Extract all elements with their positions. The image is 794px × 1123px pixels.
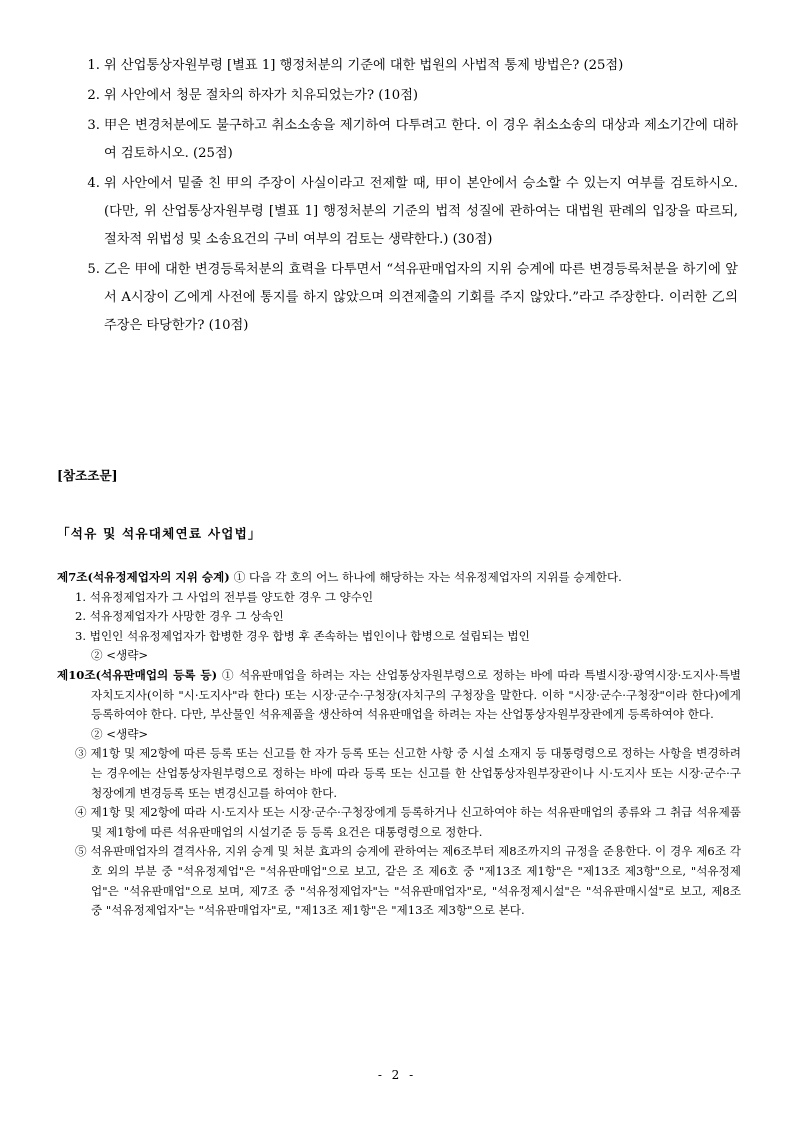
article-7-paragraph-marker: ① [233,570,246,584]
question-text: 위 사안에서 밑줄 친 甲의 주장이 사실이라고 전제할 때, 甲이 본안에서 승소할 수 있는지 여부를 검토하시오. (다만, 위 산업통상자원부령 [별표 1] 행정처분의 기준의 법적 성질에 관하여는 대법원 판례의 입장을 따르되, 절차적 위법성 및 소송요건의 구비 여부의 검토는 생략한다.) (30점) [104,176,738,247]
article-7 [57,568,741,666]
article-10-paragraph-marker: ① [221,667,235,682]
article-10-body: 석유판매업을 하려는 자는 산업통상자원부령으로 정하는 바에 따라 특별시장·광역시장·도지사·특별자치도지사(이하 "시·도지사"라 한다) 또는 시장·군수·구청장(자치구의 구청장을 말한다. 이하 "시장·군수·구청장"이라 한다)에게 등록하여야 한다. 다만, 부산물인 석유제품을 생산하여 석유판매업을 하려는 자는 산업통상자원부장관에게 등록하여야 한다. [91,667,741,722]
question-number: 3. [87,118,100,133]
page-number: - 2 - [377,1068,417,1082]
question-item [78,52,738,80]
question-number: 1. [87,58,100,73]
question-number: 4. [87,176,100,191]
question-item [78,82,738,110]
article-10-paragraph-1 [57,666,741,725]
article-7-item: 2. 석유정제업자가 사망한 경우 그 상속인 [75,609,284,624]
article-10-paragraph-3: ③ 제1항 및 제2항에 따른 등록 또는 신고를 한 자가 등록 또는 신고한 사항 중 시설 소재지 등 대통령령으로 정하는 사항을 변경하려는 경우에는 산업통상자원부령으로 정하는 바에 따라 등록 또는 신고를 한 산업통상자원부장관이나 시·도지사 또는 시장·군수·구청장에게 변경등록 또는 변경신고를 하여야 한다. [75,746,741,800]
question-item [78,256,738,340]
article-7-paragraph-2: ② <생략> [91,648,149,663]
article-7-item: 3. 법인인 석유정제업자가 합병한 경우 합병 후 존속하는 법인이나 합병으로 설립되는 법인 [75,628,530,643]
question-number: 5. [87,262,100,277]
article-7-body: 다음 각 호의 어느 하나에 해당하는 자는 석유정제업자의 지위를 승계한다. [249,570,622,584]
question-text: 위 산업통상자원부령 [별표 1] 행정처분의 기준에 대한 법원의 사법적 통제 방법은? (25점) [104,58,624,73]
question-text: 乙은 甲에 대한 변경등록처분의 효력을 다투면서 “석유판매업자의 지위 승계에 따른 변경등록처분을 하기에 앞서 A시장이 乙에게 사전에 통지를 하지 않았으며 의견제출의 기회를 주지 않았다.”라고 주장한다. 이러한 乙의 주장은 타당한가? (10점) [104,262,738,333]
law-title: 「석유 및 석유대체연료 사업법」 [57,526,262,541]
question-list [78,52,738,342]
article-10-paragraph-5: ⑤ 석유판매업자의 결격사유, 지위 승계 및 처분 효과의 승계에 관하여는 제6조부터 제8조까지의 규정을 준용한다. 이 경우 제6조 각 호 외의 부분 중 "석유정제업"은 "석유판매업"으로 보고, 같은 조 제6호 중 "제13조 제1항"은 "제13조 제3항"으로, "석유정제업"은 "석유판매업"으로 보며, 제7조 중 "석유정제업자"는 "석유판매업자"로, "석유정제시설"은 "석유판매시설"로 보고, 제8조 중 "석유정제업자"는 "석유판매업자"로, "제13조 제1항"은 "제13조 제3항"으로 본다. [75,844,741,918]
reference-section-heading: [참조조문] [57,468,118,483]
question-number: 2. [87,88,100,103]
article-7-item: 1. 석유정제업자가 그 사업의 전부를 양도한 경우 그 양수인 [75,589,374,604]
question-text: 甲은 변경처분에도 불구하고 취소소송을 제기하여 다투려고 한다. 이 경우 취소소송의 대상과 제소기간에 대하여 검토하시오. (25점) [104,118,738,161]
articles-container [57,568,741,921]
article-10-paragraph-4: ④ 제1항 및 제2항에 따라 시·도지사 또는 시장·군수·구청장에게 등록하거나 신고하여야 하는 석유판매업의 종류와 그 취급 석유제품 및 제1항에 따른 석유판매업의 시설기준 등 등록 요건은 대통령령으로 정한다. [75,805,741,839]
question-text: 위 사안에서 청문 절차의 하자가 치유되었는가? (10점) [104,88,419,103]
article-10-label: 제10조(석유판매업의 등록 등) [57,667,218,682]
article-7-paragraph-1 [57,568,741,588]
question-item [78,170,738,254]
article-10 [57,666,741,921]
article-7-label: 제7조(석유정제업자의 지위 승계) [57,570,230,584]
question-item [78,112,738,168]
article-10-paragraph-2: ② <생략> [91,726,149,741]
